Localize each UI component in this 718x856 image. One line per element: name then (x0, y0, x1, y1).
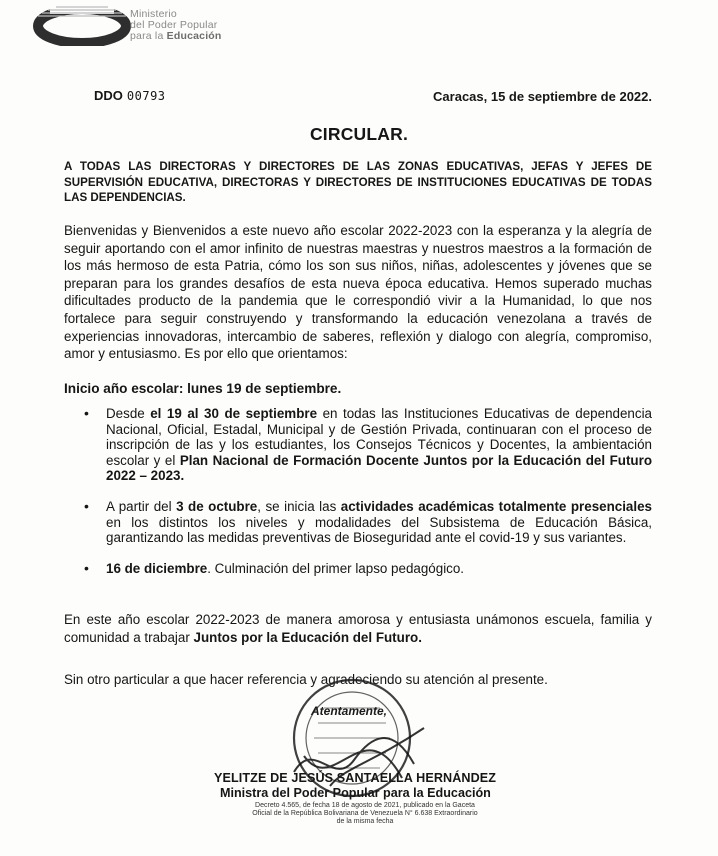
guidelines-list (64, 406, 652, 591)
item-text: en todas las Instituciones Educativas de dependencia Nacional, Oficial, Estadal, Municipal y de Gestión Privada, continuaran con el proceso de inscripción de las y los estudiantes, los Consejos Técnicos y Docentes, la ambientación escolar y el (106, 406, 652, 468)
item-text: A partir del (106, 498, 177, 514)
ministry-line-3-prefix: para la (130, 30, 164, 42)
paragraph-closing (64, 611, 652, 646)
document-reference (94, 88, 166, 103)
paragraph-intro: Bienvenidas y Bienvenidos a este nuevo año escolar 2022-2023 con la esperanza y la alegría de seguir aportando con el amor infinito de nuestras maestras y nuestros maestros a la formación de los más hermoso de esta Patria, cómo los son sus niños, niñas, adolescentes y jóvenes que se preparan para los grandes desafíos de esta nueva época educativa. Hemos superado muchas dificultades producto de la pandemia que le correspondió vivir a la Humanidad, lo que nos fortalece para seguir construyendo y transformando la educación venezolana a través de experiencias innovadoras, intercambio de saberes, reflexión y dialogo con alegría, compromiso, amor y entusiasmo. Es por ello que orientamos: (64, 223, 652, 362)
signature-closing: Atentamente, (311, 704, 388, 718)
signer-name: YELITZE DE JESÚS SANTAELLA HERNÁNDEZ (214, 771, 497, 785)
paragraph-school-start (64, 380, 652, 398)
ministry-line-1: Ministerio (130, 8, 177, 20)
list-item (64, 406, 652, 484)
ministry-line-3-bold: Educación (166, 30, 222, 42)
bullet-icon: • (84, 559, 89, 576)
ddo-label: DDO (94, 88, 123, 103)
ministry-logo (28, 2, 136, 46)
addressee: A TODAS LAS DIRECTORAS Y DIRECTORES DE LAS ZONAS EDUCATIVAS, JEFAS Y JEFES DE SUPERVISIÓN EDUCATIVA, DIRECTORAS Y DIRECTORES DE INSTITUCIONES EDUCATIVAS DE TODAS LAS DEPENDENCIAS. (64, 160, 652, 204)
item-text: Desde (106, 406, 151, 421)
item-bold: actividades académicas totalmente presenciales (340, 498, 652, 514)
closing-text: En este año escolar 2022-2023 de manera amorosa y entusiasta unámonos escuela, familia y comunidad a trabajar (64, 612, 652, 645)
item-text: , se inicia las (257, 498, 341, 514)
list-item (64, 499, 652, 546)
item-bold: el 19 al 30 de septiembre (150, 406, 318, 421)
signer-role: Ministra del Poder Popular para la Educación (220, 786, 491, 800)
ministry-line-2: del Poder Popular (130, 19, 218, 31)
closing-bold: Juntos por la Educación del Futuro. (193, 629, 422, 645)
bullet-icon: • (84, 497, 89, 514)
item-text: en los distintos los niveles y modalidades del Subsistema de Educación Básica, garantizando las medidas preventivas de Bioseguridad ante el covid-19 y sus variantes. (106, 514, 652, 546)
item-bold: Plan Nacional de Formación Docente Juntos por la Educación del Futuro 2022 – 2023. (106, 452, 653, 484)
school-start-text: Inicio año escolar: lunes 19 de septiembre. (64, 381, 342, 396)
bullet-icon: • (84, 405, 89, 421)
ministry-name (130, 9, 222, 42)
list-item (64, 561, 652, 577)
ministry-line-3 (130, 31, 222, 42)
paragraph-farewell: Sin otro particular a que hacer referencia y agradeciendo su atención al presente. (64, 672, 548, 687)
document-date: Caracas, 15 de septiembre de 2022. (433, 89, 652, 104)
item-bold: 3 de octubre (176, 498, 258, 514)
decree-note: Decreto 4.565, de fecha 18 de agosto de 2021, publicado en la Gaceta Oficial de la República Bolivariana de Venezuela N° 6.638 Extraordinario de la misma fecha (252, 802, 478, 826)
ddo-number: 00793 (126, 89, 166, 103)
page-title: CIRCULAR. (309, 124, 409, 144)
item-text: . Culminación del primer lapso pedagógico. (207, 560, 465, 576)
item-bold: 16 de diciembre (106, 560, 208, 576)
